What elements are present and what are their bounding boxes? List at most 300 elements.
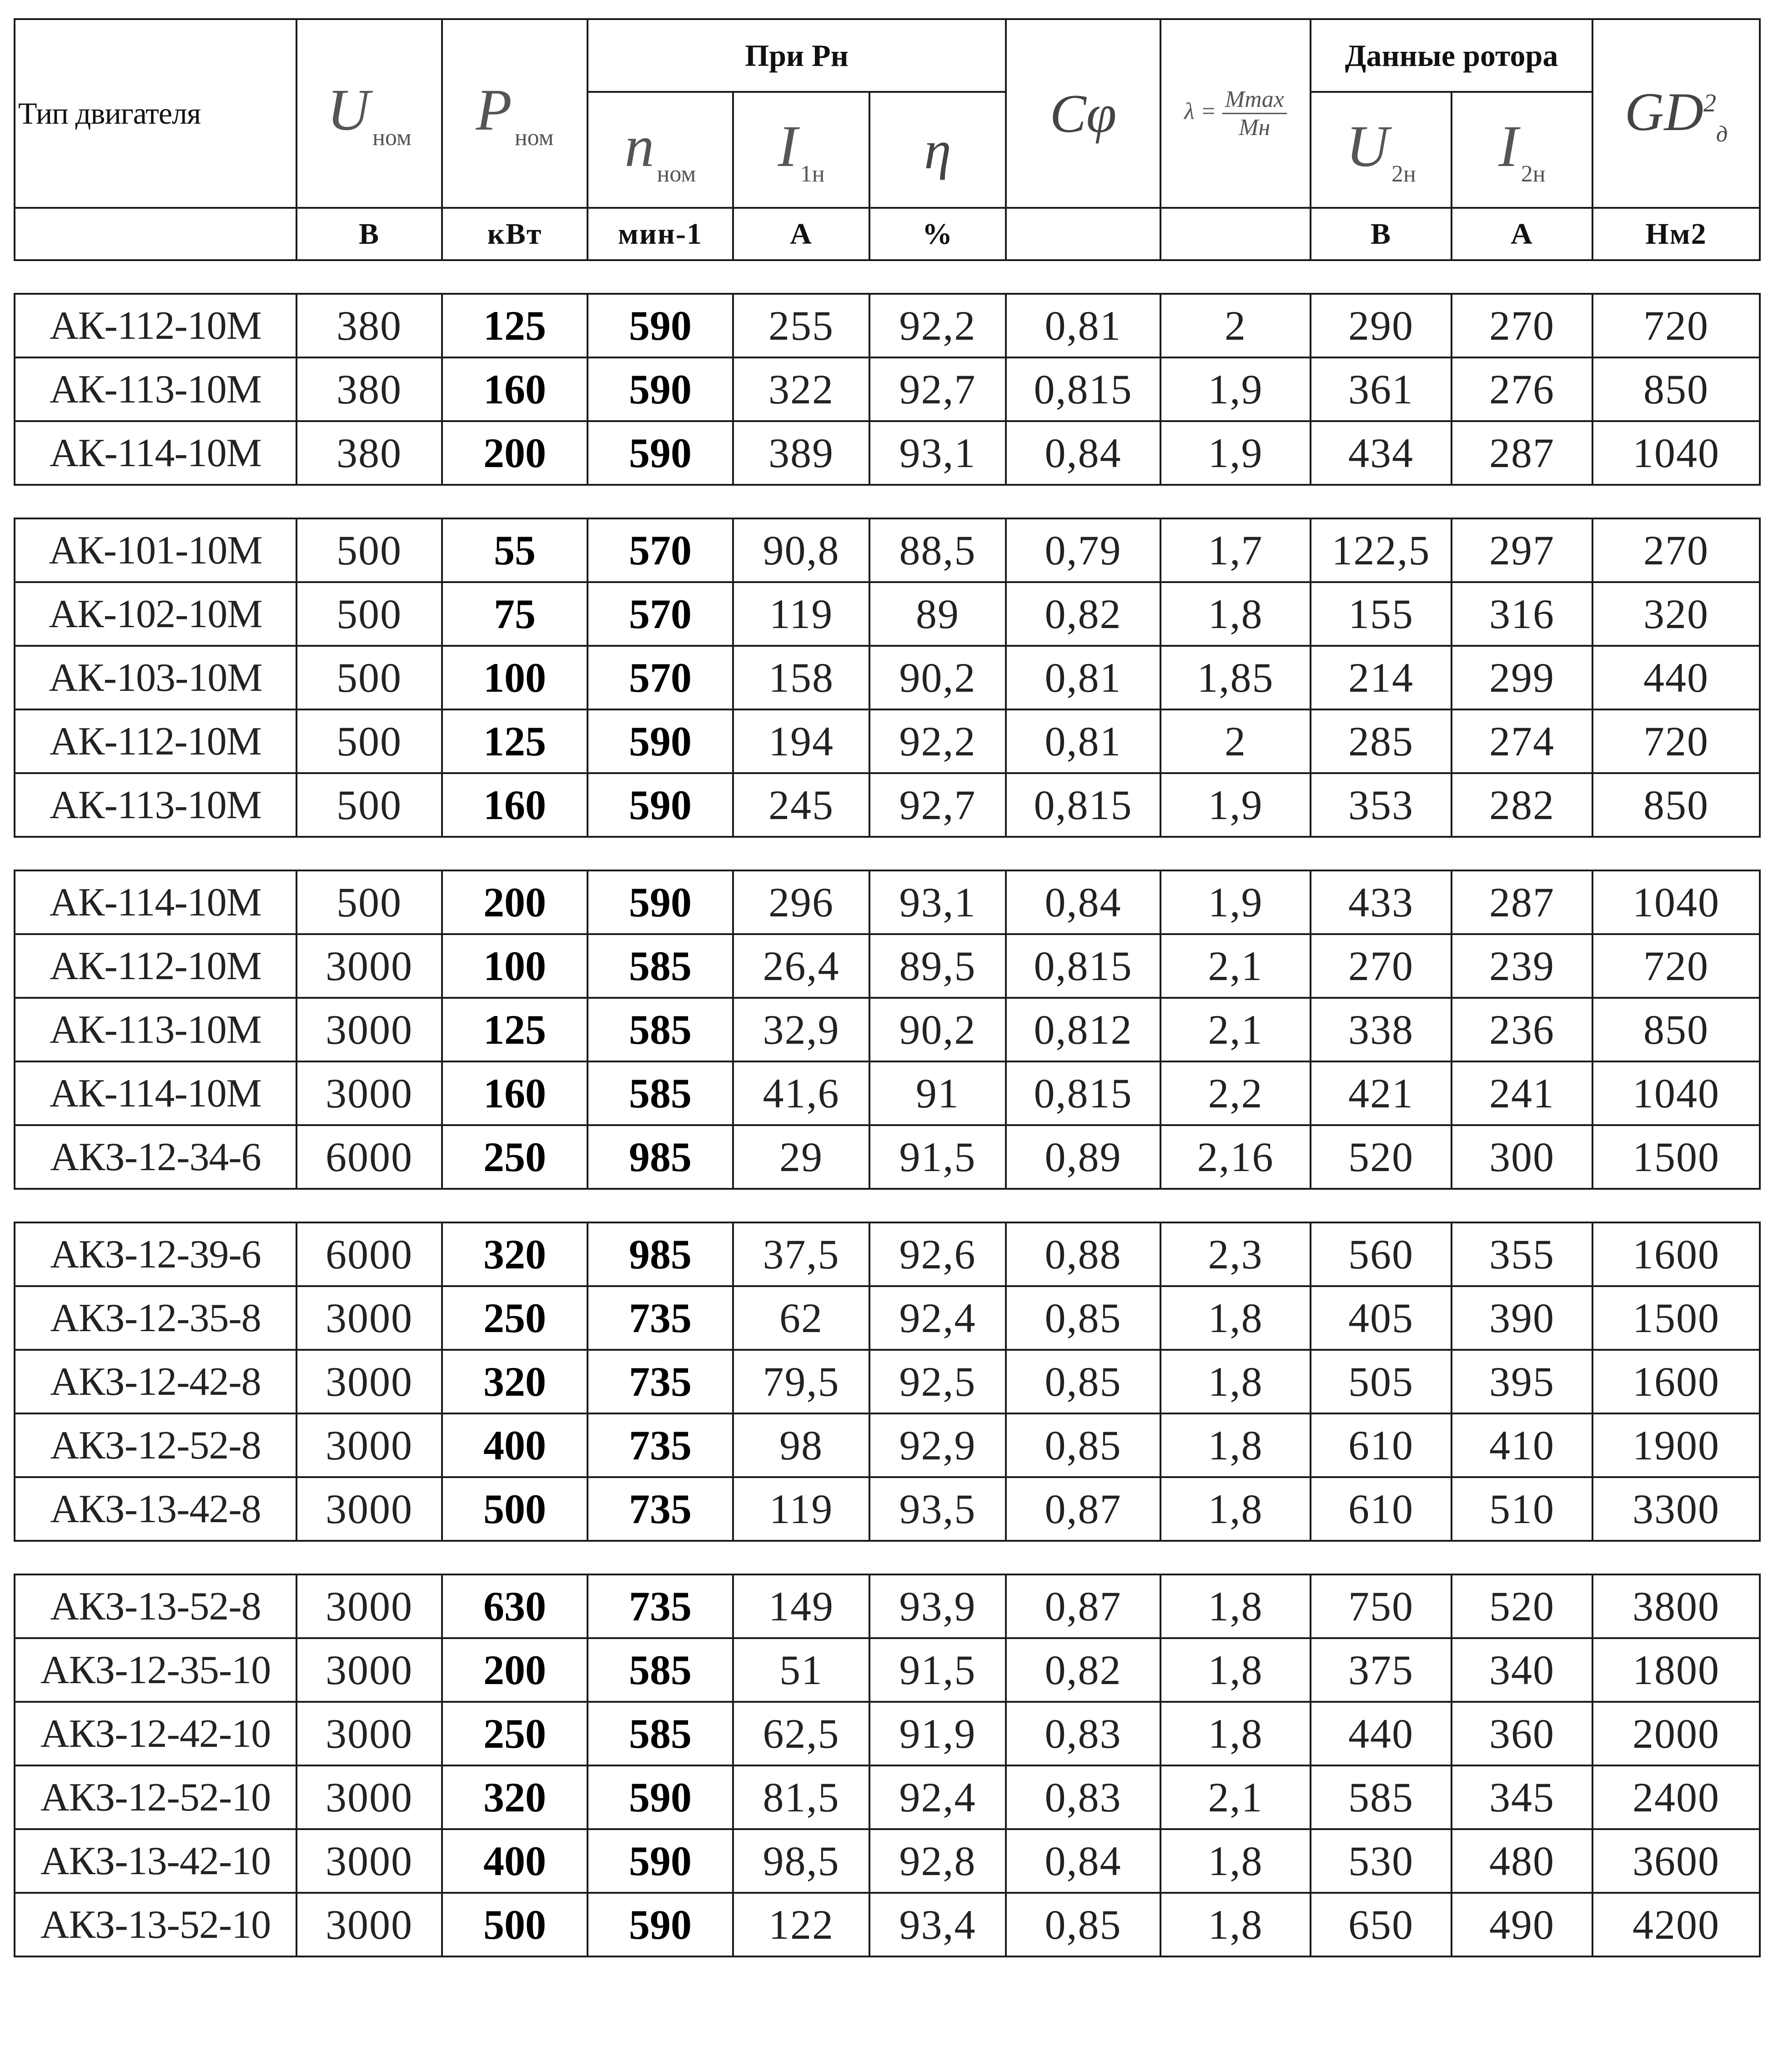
cell-n-nom: 585 bbox=[588, 998, 733, 1061]
cell-u2: 270 bbox=[1311, 934, 1452, 998]
cell-motor-type: АК-113-10М bbox=[15, 357, 296, 421]
cell-cos-phi: 0,815 bbox=[1006, 773, 1160, 837]
cell-u-nom: 500 bbox=[296, 582, 442, 646]
cell-torque-ratio: 1,8 bbox=[1160, 1413, 1311, 1477]
cell-n-nom: 585 bbox=[588, 934, 733, 998]
table-row bbox=[15, 773, 1760, 837]
cell-n-nom: 735 bbox=[588, 1286, 733, 1350]
cell-p-nom: 55 bbox=[442, 518, 588, 582]
cell-u-nom: 3000 bbox=[296, 998, 442, 1061]
table-row bbox=[15, 709, 1760, 773]
cell-gd2: 850 bbox=[1592, 998, 1760, 1061]
cell-i2: 480 bbox=[1452, 1829, 1592, 1893]
table-row bbox=[15, 421, 1760, 485]
cell-torque-ratio: 2,2 bbox=[1160, 1061, 1311, 1125]
cell-gd2: 2400 bbox=[1592, 1765, 1760, 1829]
cell-i1: 122 bbox=[733, 1893, 869, 1956]
cell-cos-phi: 0,87 bbox=[1006, 1477, 1160, 1541]
cell-torque-ratio: 2 bbox=[1160, 709, 1311, 773]
cell-p-nom: 200 bbox=[442, 870, 588, 934]
cell-motor-type: АКЗ-12-39-6 bbox=[15, 1222, 296, 1286]
cell-gd2: 3300 bbox=[1592, 1477, 1760, 1541]
cell-eta: 92,2 bbox=[869, 294, 1006, 357]
table-row bbox=[15, 582, 1760, 646]
cell-gd2: 1600 bbox=[1592, 1222, 1760, 1286]
unit-blank bbox=[15, 208, 296, 260]
cell-eta: 91,5 bbox=[869, 1638, 1006, 1702]
header-cos-phi: Cφ bbox=[1006, 19, 1160, 208]
cell-u-nom: 3000 bbox=[296, 1638, 442, 1702]
cell-eta: 93,5 bbox=[869, 1477, 1006, 1541]
cell-gd2: 1500 bbox=[1592, 1125, 1760, 1189]
cell-u2: 361 bbox=[1311, 357, 1452, 421]
cell-n-nom: 590 bbox=[588, 421, 733, 485]
cell-eta: 89 bbox=[869, 582, 1006, 646]
cell-i1: 158 bbox=[733, 646, 869, 709]
table-header bbox=[14, 18, 1761, 261]
table-row bbox=[15, 518, 1760, 582]
cell-p-nom: 125 bbox=[442, 294, 588, 357]
cell-n-nom: 735 bbox=[588, 1477, 733, 1541]
cell-n-nom: 735 bbox=[588, 1574, 733, 1638]
cell-i1: 194 bbox=[733, 709, 869, 773]
cell-u-nom: 3000 bbox=[296, 1829, 442, 1893]
cell-u2: 520 bbox=[1311, 1125, 1452, 1189]
table-row bbox=[15, 1893, 1760, 1956]
data-group-5 bbox=[14, 1574, 1761, 1957]
cell-i2: 282 bbox=[1452, 773, 1592, 837]
table-row bbox=[15, 646, 1760, 709]
cell-u2: 650 bbox=[1311, 1893, 1452, 1956]
cell-u-nom: 6000 bbox=[296, 1222, 442, 1286]
cell-u2: 353 bbox=[1311, 773, 1452, 837]
data-groups bbox=[14, 293, 1759, 1957]
cell-gd2: 4200 bbox=[1592, 1893, 1760, 1956]
cell-torque-ratio: 2,1 bbox=[1160, 1765, 1311, 1829]
cell-cos-phi: 0,82 bbox=[1006, 1638, 1160, 1702]
cell-eta: 92,4 bbox=[869, 1765, 1006, 1829]
header-i1: I $_{1н}$ bbox=[733, 92, 869, 208]
cell-u2: 750 bbox=[1311, 1574, 1452, 1638]
unit-n-nom: мин-1 bbox=[588, 208, 733, 260]
cell-motor-type: АКЗ-12-35-10 bbox=[15, 1638, 296, 1702]
cell-torque-ratio: 1,8 bbox=[1160, 1893, 1311, 1956]
cell-motor-type: АК-113-10М bbox=[15, 998, 296, 1061]
cell-n-nom: 570 bbox=[588, 518, 733, 582]
cell-n-nom: 985 bbox=[588, 1125, 733, 1189]
data-group-3 bbox=[14, 870, 1761, 1190]
cell-cos-phi: 0,812 bbox=[1006, 998, 1160, 1061]
cell-p-nom: 500 bbox=[442, 1893, 588, 1956]
cell-i2: 510 bbox=[1452, 1477, 1592, 1541]
cell-u-nom: 3000 bbox=[296, 934, 442, 998]
table-row bbox=[15, 294, 1760, 357]
cell-motor-type: АКЗ-12-52-8 bbox=[15, 1413, 296, 1477]
cell-cos-phi: 0,83 bbox=[1006, 1702, 1160, 1765]
cell-u2: 214 bbox=[1311, 646, 1452, 709]
cell-n-nom: 590 bbox=[588, 294, 733, 357]
cell-u2: 155 bbox=[1311, 582, 1452, 646]
cell-cos-phi: 0,85 bbox=[1006, 1893, 1160, 1956]
cell-n-nom: 585 bbox=[588, 1061, 733, 1125]
cell-cos-phi: 0,815 bbox=[1006, 1061, 1160, 1125]
cell-gd2: 1040 bbox=[1592, 421, 1760, 485]
cell-gd2: 850 bbox=[1592, 773, 1760, 837]
cell-i2: 297 bbox=[1452, 518, 1592, 582]
cell-i1: 296 bbox=[733, 870, 869, 934]
unit-i1: А bbox=[733, 208, 869, 260]
cell-u2: 375 bbox=[1311, 1638, 1452, 1702]
cell-u-nom: 3000 bbox=[296, 1061, 442, 1125]
cell-i2: 520 bbox=[1452, 1574, 1592, 1638]
cell-i1: 98 bbox=[733, 1413, 869, 1477]
cell-eta: 88,5 bbox=[869, 518, 1006, 582]
cell-u-nom: 3000 bbox=[296, 1893, 442, 1956]
cell-u-nom: 6000 bbox=[296, 1125, 442, 1189]
cell-torque-ratio: 2,1 bbox=[1160, 934, 1311, 998]
cell-motor-type: АКЗ-12-34-6 bbox=[15, 1125, 296, 1189]
cell-torque-ratio: 1,9 bbox=[1160, 870, 1311, 934]
cell-torque-ratio: 1,8 bbox=[1160, 582, 1311, 646]
cell-cos-phi: 0,82 bbox=[1006, 582, 1160, 646]
cell-torque-ratio: 2,3 bbox=[1160, 1222, 1311, 1286]
cell-motor-type: АКЗ-13-52-10 bbox=[15, 1893, 296, 1956]
cell-i2: 355 bbox=[1452, 1222, 1592, 1286]
cell-n-nom: 735 bbox=[588, 1413, 733, 1477]
cell-i2: 316 bbox=[1452, 582, 1592, 646]
cell-cos-phi: 0,89 bbox=[1006, 1125, 1160, 1189]
cell-eta: 92,9 bbox=[869, 1413, 1006, 1477]
cell-u2: 433 bbox=[1311, 870, 1452, 934]
table-row bbox=[15, 934, 1760, 998]
cell-p-nom: 400 bbox=[442, 1829, 588, 1893]
cell-i1: 149 bbox=[733, 1574, 869, 1638]
table-row bbox=[15, 1413, 1760, 1477]
cell-gd2: 1500 bbox=[1592, 1286, 1760, 1350]
unit-gd2: Нм2 bbox=[1592, 208, 1760, 260]
cell-i2: 239 bbox=[1452, 934, 1592, 998]
cell-motor-type: АКЗ-12-42-8 bbox=[15, 1350, 296, 1413]
cell-p-nom: 160 bbox=[442, 773, 588, 837]
table-row bbox=[15, 1222, 1760, 1286]
cell-cos-phi: 0,85 bbox=[1006, 1286, 1160, 1350]
table-row bbox=[15, 998, 1760, 1061]
cell-p-nom: 125 bbox=[442, 998, 588, 1061]
cell-u-nom: 500 bbox=[296, 773, 442, 837]
cell-u2: 530 bbox=[1311, 1829, 1452, 1893]
cell-u-nom: 3000 bbox=[296, 1413, 442, 1477]
cell-motor-type: АК-102-10М bbox=[15, 582, 296, 646]
cell-torque-ratio: 1,9 bbox=[1160, 421, 1311, 485]
header-i2: I $_{2н}$ bbox=[1452, 92, 1592, 208]
cell-i1: 32,9 bbox=[733, 998, 869, 1061]
unit-cos bbox=[1006, 208, 1160, 260]
cell-motor-type: АК-101-10М bbox=[15, 518, 296, 582]
cell-i2: 299 bbox=[1452, 646, 1592, 709]
cell-i2: 390 bbox=[1452, 1286, 1592, 1350]
cell-cos-phi: 0,81 bbox=[1006, 709, 1160, 773]
motor-spec-document bbox=[14, 18, 1759, 2056]
cell-n-nom: 590 bbox=[588, 357, 733, 421]
cell-u2: 285 bbox=[1311, 709, 1452, 773]
cell-torque-ratio: 1,8 bbox=[1160, 1638, 1311, 1702]
cell-motor-type: АК-103-10М bbox=[15, 646, 296, 709]
header-u-nom: U $_{ном}$ bbox=[296, 19, 442, 208]
cell-motor-type: АКЗ-13-42-10 bbox=[15, 1829, 296, 1893]
cell-eta: 93,1 bbox=[869, 421, 1006, 485]
cell-n-nom: 590 bbox=[588, 1829, 733, 1893]
cell-i1: 245 bbox=[733, 773, 869, 837]
cell-i1: 29 bbox=[733, 1125, 869, 1189]
cell-p-nom: 630 bbox=[442, 1574, 588, 1638]
cell-i2: 345 bbox=[1452, 1765, 1592, 1829]
data-group-4 bbox=[14, 1222, 1761, 1542]
cell-i2: 410 bbox=[1452, 1413, 1592, 1477]
cell-i1: 98,5 bbox=[733, 1829, 869, 1893]
cell-motor-type: АК-114-10М bbox=[15, 870, 296, 934]
cell-torque-ratio: 1,8 bbox=[1160, 1829, 1311, 1893]
cell-gd2: 270 bbox=[1592, 518, 1760, 582]
cell-gd2: 320 bbox=[1592, 582, 1760, 646]
cell-i1: 119 bbox=[733, 1477, 869, 1541]
cell-gd2: 3600 bbox=[1592, 1829, 1760, 1893]
cell-p-nom: 100 bbox=[442, 934, 588, 998]
cell-torque-ratio: 1,85 bbox=[1160, 646, 1311, 709]
cell-motor-type: АК-114-10М bbox=[15, 421, 296, 485]
header-torque-ratio: λ = Mmax Mн bbox=[1160, 19, 1311, 208]
cell-eta: 92,4 bbox=[869, 1286, 1006, 1350]
cell-u2: 338 bbox=[1311, 998, 1452, 1061]
header-eta: η bbox=[869, 92, 1006, 208]
unit-p-nom: кВт bbox=[442, 208, 588, 260]
cell-n-nom: 735 bbox=[588, 1350, 733, 1413]
cell-torque-ratio: 1,9 bbox=[1160, 773, 1311, 837]
cell-torque-ratio: 2,1 bbox=[1160, 998, 1311, 1061]
cell-p-nom: 100 bbox=[442, 646, 588, 709]
table-row bbox=[15, 870, 1760, 934]
header-rated-load-group: При Pн bbox=[588, 19, 1006, 92]
cell-cos-phi: 0,88 bbox=[1006, 1222, 1160, 1286]
cell-p-nom: 320 bbox=[442, 1350, 588, 1413]
cell-eta: 89,5 bbox=[869, 934, 1006, 998]
cell-cos-phi: 0,84 bbox=[1006, 421, 1160, 485]
cell-i2: 287 bbox=[1452, 870, 1592, 934]
cell-eta: 92,2 bbox=[869, 709, 1006, 773]
cell-motor-type: АКЗ-13-42-8 bbox=[15, 1477, 296, 1541]
cell-i2: 241 bbox=[1452, 1061, 1592, 1125]
cell-u-nom: 3000 bbox=[296, 1702, 442, 1765]
cell-u-nom: 500 bbox=[296, 646, 442, 709]
cell-i2: 274 bbox=[1452, 709, 1592, 773]
cell-p-nom: 250 bbox=[442, 1125, 588, 1189]
unit-i2: А bbox=[1452, 208, 1592, 260]
cell-i1: 41,6 bbox=[733, 1061, 869, 1125]
cell-torque-ratio: 1,9 bbox=[1160, 357, 1311, 421]
cell-eta: 90,2 bbox=[869, 646, 1006, 709]
header-u2: U $_{2н}$ bbox=[1311, 92, 1452, 208]
unit-u2: В bbox=[1311, 208, 1452, 260]
cell-u2: 290 bbox=[1311, 294, 1452, 357]
cell-gd2: 1040 bbox=[1592, 1061, 1760, 1125]
cell-i1: 255 bbox=[733, 294, 869, 357]
cell-gd2: 720 bbox=[1592, 934, 1760, 998]
unit-eta: % bbox=[869, 208, 1006, 260]
cell-torque-ratio: 2 bbox=[1160, 294, 1311, 357]
cell-i2: 490 bbox=[1452, 1893, 1592, 1956]
cell-motor-type: АК-113-10М bbox=[15, 773, 296, 837]
header-p-nom: P $_{ном}$ bbox=[442, 19, 588, 208]
cell-gd2: 1040 bbox=[1592, 870, 1760, 934]
cell-motor-type: АКЗ-12-42-10 bbox=[15, 1702, 296, 1765]
cell-u2: 585 bbox=[1311, 1765, 1452, 1829]
cell-i1: 51 bbox=[733, 1638, 869, 1702]
data-group-1 bbox=[14, 293, 1761, 486]
cell-torque-ratio: 1,8 bbox=[1160, 1574, 1311, 1638]
cell-u-nom: 380 bbox=[296, 294, 442, 357]
cell-eta: 93,4 bbox=[869, 1893, 1006, 1956]
unit-torque bbox=[1160, 208, 1311, 260]
cell-cos-phi: 0,84 bbox=[1006, 1829, 1160, 1893]
cell-n-nom: 570 bbox=[588, 646, 733, 709]
cell-i1: 37,5 bbox=[733, 1222, 869, 1286]
cell-u2: 505 bbox=[1311, 1350, 1452, 1413]
cell-i1: 26,4 bbox=[733, 934, 869, 998]
table-row bbox=[15, 1765, 1760, 1829]
cell-torque-ratio: 2,16 bbox=[1160, 1125, 1311, 1189]
data-group-2 bbox=[14, 518, 1761, 838]
cell-n-nom: 590 bbox=[588, 870, 733, 934]
table-row bbox=[15, 1350, 1760, 1413]
cell-u-nom: 3000 bbox=[296, 1350, 442, 1413]
table-row bbox=[15, 1477, 1760, 1541]
cell-i2: 287 bbox=[1452, 421, 1592, 485]
cell-motor-type: АК-112-10М bbox=[15, 709, 296, 773]
cell-u2: 610 bbox=[1311, 1477, 1452, 1541]
cell-u-nom: 500 bbox=[296, 870, 442, 934]
cell-torque-ratio: 1,7 bbox=[1160, 518, 1311, 582]
cell-p-nom: 75 bbox=[442, 582, 588, 646]
cell-gd2: 1900 bbox=[1592, 1413, 1760, 1477]
header-rotor-group: Данные ротора bbox=[1311, 19, 1592, 92]
cell-torque-ratio: 1,8 bbox=[1160, 1286, 1311, 1350]
cell-i2: 276 bbox=[1452, 357, 1592, 421]
table-row bbox=[15, 1574, 1760, 1638]
cell-i2: 395 bbox=[1452, 1350, 1592, 1413]
cell-i1: 90,8 bbox=[733, 518, 869, 582]
cell-cos-phi: 0,81 bbox=[1006, 646, 1160, 709]
cell-eta: 92,6 bbox=[869, 1222, 1006, 1286]
cell-u-nom: 380 bbox=[296, 357, 442, 421]
cell-n-nom: 590 bbox=[588, 709, 733, 773]
cell-i1: 79,5 bbox=[733, 1350, 869, 1413]
cell-eta: 92,7 bbox=[869, 773, 1006, 837]
cell-u-nom: 3000 bbox=[296, 1574, 442, 1638]
cell-cos-phi: 0,81 bbox=[1006, 294, 1160, 357]
cell-n-nom: 585 bbox=[588, 1638, 733, 1702]
header-n-nom: n $_{ном}$ bbox=[588, 92, 733, 208]
cell-cos-phi: 0,83 bbox=[1006, 1765, 1160, 1829]
cell-u2: 405 bbox=[1311, 1286, 1452, 1350]
cell-cos-phi: 0,85 bbox=[1006, 1413, 1160, 1477]
cell-eta: 90,2 bbox=[869, 998, 1006, 1061]
cell-p-nom: 250 bbox=[442, 1286, 588, 1350]
cell-gd2: 3800 bbox=[1592, 1574, 1760, 1638]
cell-u-nom: 3000 bbox=[296, 1286, 442, 1350]
cell-gd2: 440 bbox=[1592, 646, 1760, 709]
cell-i2: 340 bbox=[1452, 1638, 1592, 1702]
table-row bbox=[15, 357, 1760, 421]
cell-cos-phi: 0,815 bbox=[1006, 357, 1160, 421]
cell-n-nom: 590 bbox=[588, 1765, 733, 1829]
cell-torque-ratio: 1,8 bbox=[1160, 1702, 1311, 1765]
cell-p-nom: 500 bbox=[442, 1477, 588, 1541]
cell-p-nom: 200 bbox=[442, 421, 588, 485]
cell-n-nom: 570 bbox=[588, 582, 733, 646]
table-row bbox=[15, 1702, 1760, 1765]
header-motor-type: Тип двигателя bbox=[15, 19, 296, 208]
cell-eta: 92,7 bbox=[869, 357, 1006, 421]
table-row bbox=[15, 1638, 1760, 1702]
cell-p-nom: 160 bbox=[442, 1061, 588, 1125]
cell-torque-ratio: 1,8 bbox=[1160, 1350, 1311, 1413]
cell-eta: 92,8 bbox=[869, 1829, 1006, 1893]
cell-u2: 434 bbox=[1311, 421, 1452, 485]
cell-cos-phi: 0,79 bbox=[1006, 518, 1160, 582]
cell-motor-type: АКЗ-12-52-10 bbox=[15, 1765, 296, 1829]
cell-motor-type: АКЗ-12-35-8 bbox=[15, 1286, 296, 1350]
cell-eta: 93,9 bbox=[869, 1574, 1006, 1638]
cell-motor-type: АК-114-10М bbox=[15, 1061, 296, 1125]
cell-i1: 81,5 bbox=[733, 1765, 869, 1829]
cell-n-nom: 985 bbox=[588, 1222, 733, 1286]
cell-p-nom: 125 bbox=[442, 709, 588, 773]
cell-p-nom: 200 bbox=[442, 1638, 588, 1702]
cell-eta: 91 bbox=[869, 1061, 1006, 1125]
cell-u2: 421 bbox=[1311, 1061, 1452, 1125]
table-row bbox=[15, 1125, 1760, 1189]
cell-i2: 300 bbox=[1452, 1125, 1592, 1189]
cell-torque-ratio: 1,8 bbox=[1160, 1477, 1311, 1541]
cell-motor-type: АКЗ-13-52-8 bbox=[15, 1574, 296, 1638]
cell-gd2: 720 bbox=[1592, 294, 1760, 357]
cell-p-nom: 320 bbox=[442, 1765, 588, 1829]
cell-u-nom: 500 bbox=[296, 709, 442, 773]
cell-cos-phi: 0,85 bbox=[1006, 1350, 1160, 1413]
cell-i1: 62,5 bbox=[733, 1702, 869, 1765]
cell-i2: 236 bbox=[1452, 998, 1592, 1061]
cell-u-nom: 3000 bbox=[296, 1765, 442, 1829]
cell-p-nom: 320 bbox=[442, 1222, 588, 1286]
cell-p-nom: 400 bbox=[442, 1413, 588, 1477]
cell-n-nom: 590 bbox=[588, 1893, 733, 1956]
cell-gd2: 720 bbox=[1592, 709, 1760, 773]
cell-u2: 440 bbox=[1311, 1702, 1452, 1765]
cell-eta: 93,1 bbox=[869, 870, 1006, 934]
cell-i1: 62 bbox=[733, 1286, 869, 1350]
table-row bbox=[15, 1286, 1760, 1350]
table-row bbox=[15, 1061, 1760, 1125]
cell-motor-type: АК-112-10М bbox=[15, 934, 296, 998]
cell-u-nom: 3000 bbox=[296, 1477, 442, 1541]
cell-p-nom: 250 bbox=[442, 1702, 588, 1765]
cell-cos-phi: 0,84 bbox=[1006, 870, 1160, 934]
cell-i1: 119 bbox=[733, 582, 869, 646]
cell-n-nom: 590 bbox=[588, 773, 733, 837]
cell-u2: 560 bbox=[1311, 1222, 1452, 1286]
cell-eta: 91,9 bbox=[869, 1702, 1006, 1765]
cell-gd2: 1600 bbox=[1592, 1350, 1760, 1413]
cell-n-nom: 585 bbox=[588, 1702, 733, 1765]
